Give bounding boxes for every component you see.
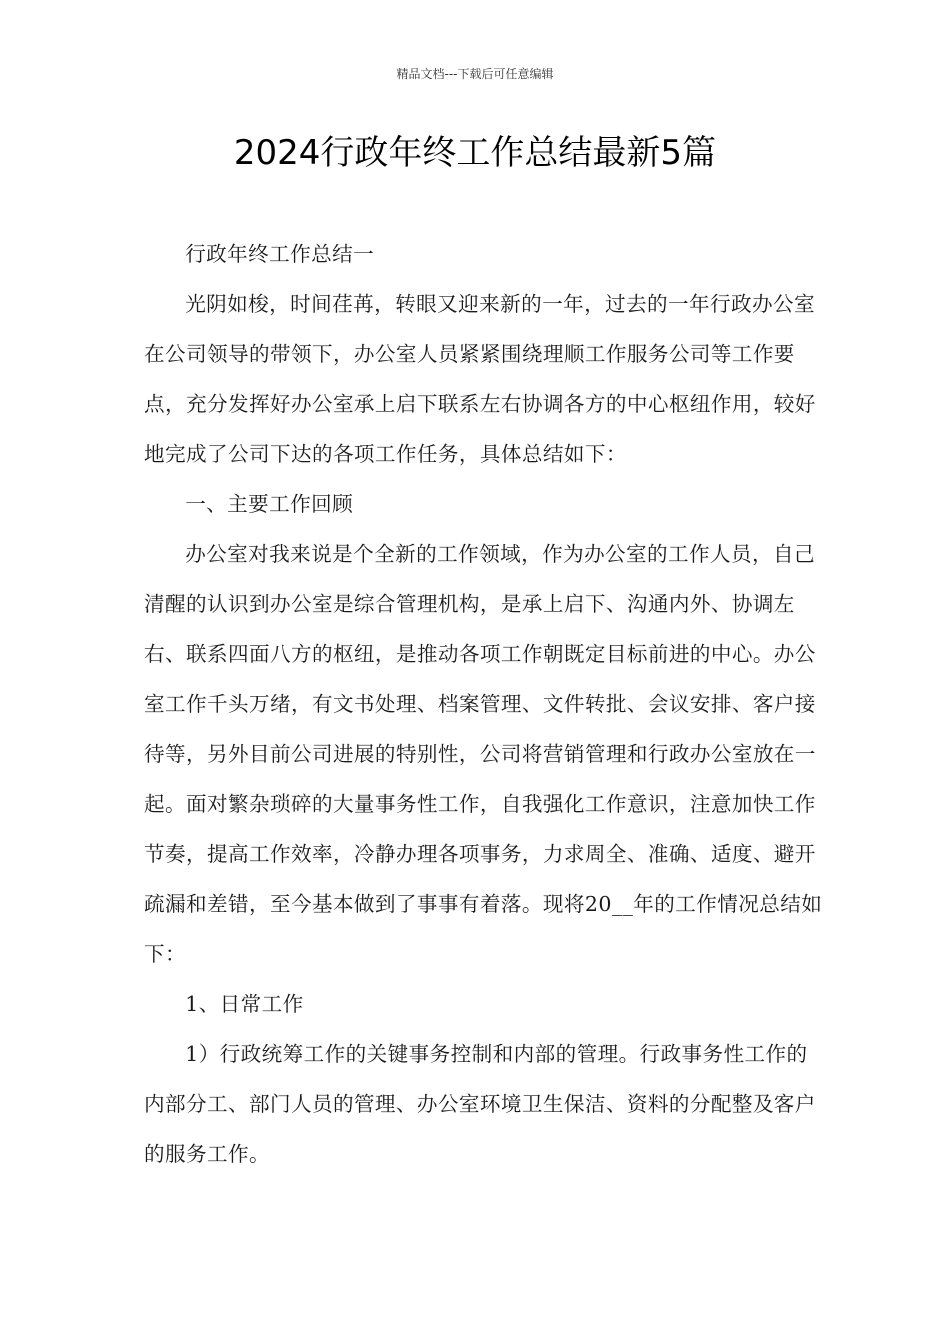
- section-heading: 一、主要工作回顾: [185, 492, 354, 516]
- document-title: 2024行政年终工作总结最新5篇: [233, 133, 717, 173]
- section-heading: 行政年终工作总结一: [185, 242, 375, 266]
- paragraph: 办公室对我来说是个全新的工作领域，作为办公室的工作人员，自己清醒的认识到办公室是综合管理机构，是承上启下、沟通内外、协调左右、联系四面八方的枢纽，是推动各项工作朝既定目标前进的中心。办公室工作千头万绪，有文书处理、档案管理、文件转批、会议安排、客户接待等，另外目前公司进展的特别性，公司将营销管理和行政办公室放在一起。面对繁杂琐碎的大量事务性工作，自我强化工作意识，注意加快工作节奏，提高工作效率，冷静办理各项事务，力求周全、准确、适度、避开疏漏和差错，至今基本做到了事事有着落。现将20__年的工作情况总结如下：: [144, 542, 823, 966]
- paragraph: 1）行政统筹工作的关键事务控制和内部的管理。行政事务性工作的内部分工、部门人员的管理、办公室环境卫生保洁、资料的分配整及客户的服务工作。: [144, 1042, 816, 1166]
- header-note: 精品文档---下载后可任意编辑: [396, 67, 554, 81]
- paragraph: 光阴如梭，时间荏苒，转眼又迎来新的一年，过去的一年行政办公室在公司领导的带领下，办公室人员紧紧围绕理顺工作服务公司等工作要点，充分发挥好办公室承上启下联系左右协调各方的中心枢纽作用，较好地完成了公司下达的各项工作任务，具体总结如下：: [144, 292, 816, 466]
- document-body: [144, 229, 826, 1179]
- subsection-heading: 1、日常工作: [185, 992, 304, 1016]
